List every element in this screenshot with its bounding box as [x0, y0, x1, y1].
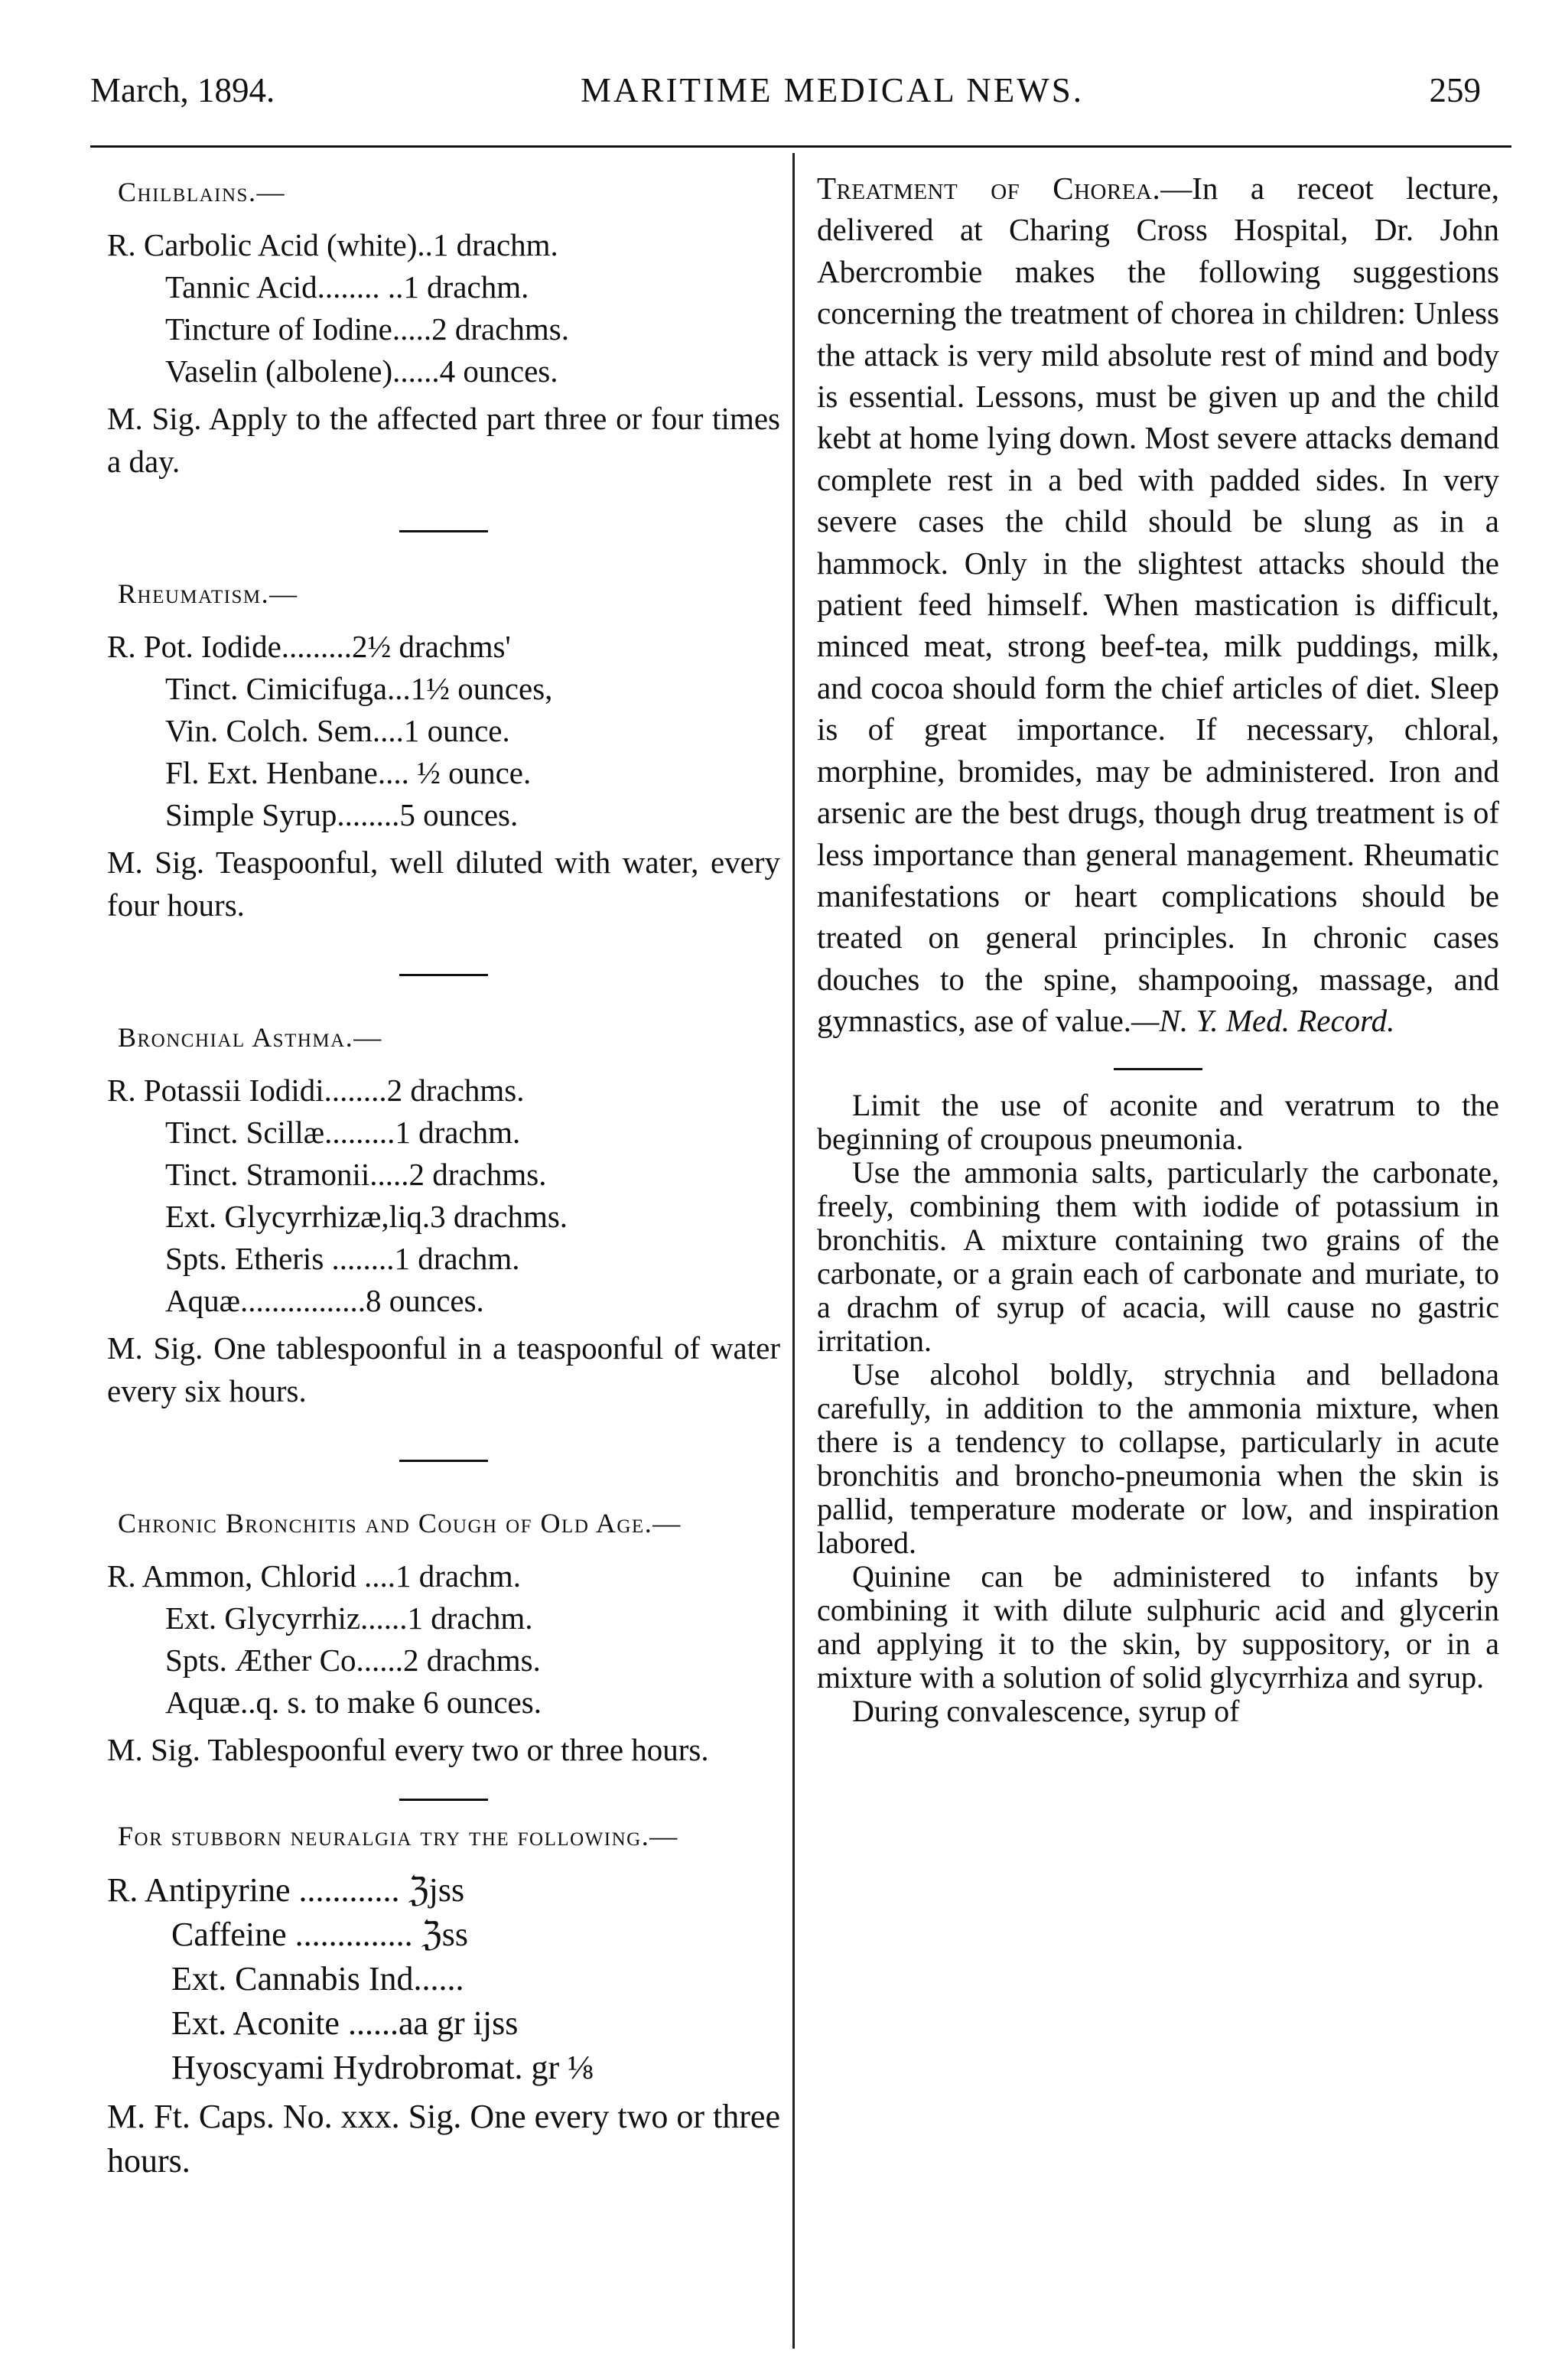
article-title: Treatment of Chorea. — [817, 171, 1161, 206]
article-source: —N. Y. Med. Record. — [1131, 1003, 1395, 1039]
header-rule — [90, 145, 1511, 148]
section-heading: Chronic Bronchitis and Cough of Old Age.— — [118, 1508, 682, 1538]
section-heading: For stubborn neuralgia try the following.— — [118, 1821, 678, 1851]
rx-directions: M. Ft. Caps. No. xxx. Sig. One every two or three hours. — [107, 2098, 780, 2180]
rx-line: Simple Syrup........5 ounces. — [165, 797, 519, 832]
rx-line: Tinct. Scillæ.........1 drachm. — [165, 1115, 521, 1150]
rx-line: R. Potassii Iodidi........2 drachms. — [107, 1073, 525, 1108]
rx-line: Vin. Colch. Sem....1 ounce. — [165, 713, 510, 748]
section-heading: Bronchial Asthma.— — [118, 1022, 382, 1053]
section-divider — [399, 1799, 488, 1801]
note-paragraph: Quinine can be administered to infants by combining it with dilute sulphuric acid and glycerin and applying it to the skin, by suppository, or in a mixture with a solution of solid glycyrrhiza and syrup. — [817, 1558, 1499, 1695]
section-chronic-bronchitis — [107, 1502, 780, 1771]
prescription — [107, 224, 780, 392]
rx-line: Aquæ..q. s. to make 6 ounces. — [165, 1685, 542, 1720]
section-chilblains — [107, 171, 780, 483]
rx-line: Tinct. Cimicifuga...1½ ounces, — [165, 671, 553, 706]
note-paragraph: Use alcohol boldly, strychnia and belladona carefully, in addition to the ammonia mixture, when there is a tendency to collapse, particularly in acute bronchitis and broncho-pneumonia when the skin is pallid, temperature moderate or low, and inspiration labored. — [817, 1356, 1499, 1560]
note-paragraph: Use the ammonia salts, particularly the carbonate, freely, combining them with iodide of potassium in bronchitis. A mixture containing two grains of the carbonate, or a grain each of carbonate and muriate, to a drachm of syrup of acacia, will cause no gastric irritation. — [817, 1154, 1499, 1358]
rx-line: Vaselin (albolene)......4 ounces. — [165, 353, 558, 389]
header-page-number: 259 — [1429, 71, 1481, 109]
rx-line: Tannic Acid........ ..1 drachm. — [165, 269, 529, 304]
section-divider — [399, 530, 488, 532]
section-heading: Chilblains.— — [118, 177, 285, 207]
rx-line: Ext. Cannabis Ind...... — [171, 1960, 464, 1997]
prescription — [107, 1555, 780, 1724]
section-divider — [1114, 1068, 1202, 1070]
running-header — [90, 70, 1511, 116]
rx-line: R. Carbolic Acid (white)..1 drachm. — [107, 227, 558, 262]
column-divider — [792, 153, 795, 2349]
rx-line: Hyoscyami Hydrobromat. gr ⅛ — [171, 2049, 594, 2086]
rx-line: Aquæ................8 ounces. — [165, 1283, 484, 1318]
rx-line: R. Ammon, Chlorid ....1 drachm. — [107, 1558, 521, 1594]
section-divider — [399, 1460, 488, 1462]
section-heading: Rheumatism.— — [118, 578, 298, 609]
rx-line: Tinct. Stramonii.....2 drachms. — [165, 1157, 547, 1192]
prescription — [107, 1070, 780, 1322]
rx-line: Ext. Glycyrrhiz......1 drachm. — [165, 1600, 533, 1636]
left-column — [107, 157, 780, 2183]
rx-line: Tincture of Iodine.....2 drachms. — [165, 311, 569, 347]
rx-directions: M. Sig. Teaspoonful, well diluted with water, every four hours. — [107, 845, 780, 923]
rx-line: Ext. Aconite ......aa gr ijss — [171, 2004, 519, 2042]
rx-line: Fl. Ext. Henbane.... ½ ounce. — [165, 755, 532, 790]
rx-directions: M. Sig. One tablespoonful in a teaspoonful of water every six hours. — [107, 1330, 780, 1408]
prescription — [107, 626, 780, 836]
rx-line: Spts. Etheris ........1 drachm. — [165, 1241, 520, 1276]
section-bronchial-asthma — [107, 1016, 780, 1412]
rx-line: Spts. Æther Co......2 drachms. — [165, 1643, 541, 1678]
section-rheumatism — [107, 572, 780, 926]
section-neuralgia — [107, 1815, 780, 2183]
note-paragraph: Limit the use of aconite and veratrum to the beginning of croupous pneumonia. — [817, 1087, 1499, 1156]
article-chorea — [817, 168, 1499, 1042]
rx-line: R. Antipyrine ............ ℨjss — [107, 1871, 465, 1909]
rx-directions: M. Sig. Tablespoonful every two or three hours. — [107, 1732, 709, 1767]
rx-line: R. Pot. Iodide.........2½ drachms' — [107, 629, 511, 664]
article-body: —In a receot lecture, delivered at Charing Cross Hospital, Dr. John Abercrombie makes the following suggestions concerning the treatment of chorea in children: Unless the attack is very mild absolute rest of mind and body is essential. Lessons, must be given up and the child kebt at home lying down. Most severe attacks demand complete rest in a bed with padded sides. In very severe cases the child should be slung as in a hammock. Only in the slightest attacks should the patient feed himself. When mastication is difficult, minced meat, strong beef-tea, milk puddings, milk, and cocoa should form the chief articles of diet. Sleep is of great importance. If necessary, chloral, morphine, bromides, may be administered. Iron and arsenic are the best drugs, though drug treatment is of less importance than general management. Rheumatic manifestations or heart complications should be treated on general principles. In chronic cases douches to the spine, shampooing, massage, and gymnastics, ase of value. — [817, 171, 1499, 1039]
rx-directions: M. Sig. Apply to the affected part three or four times a day. — [107, 401, 780, 479]
rx-line: Ext. Glycyrrhizæ,liq.3 drachms. — [165, 1199, 568, 1234]
section-divider — [399, 974, 488, 976]
prescription — [107, 1868, 780, 2090]
notes-block — [817, 1089, 1499, 1728]
header-journal-title: MARITIME MEDICAL NEWS. — [580, 71, 1085, 109]
header-date: March, 1894. — [90, 71, 275, 109]
rx-line: Caffeine .............. ℨss — [171, 1916, 469, 1953]
note-paragraph: During convalescence, syrup of — [852, 1693, 1240, 1728]
right-column — [817, 157, 1499, 1728]
